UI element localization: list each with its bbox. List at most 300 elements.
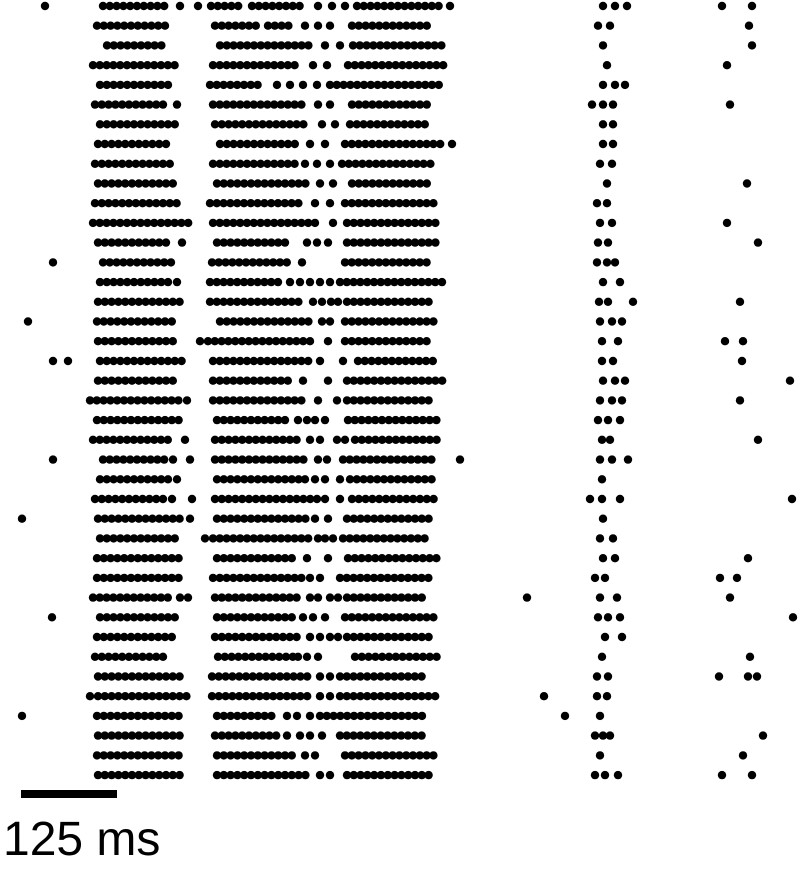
spike-dot <box>304 317 312 325</box>
spike-dot <box>298 258 306 266</box>
spike-dot <box>745 22 753 30</box>
spike-dot <box>431 692 439 700</box>
spike-dot <box>598 357 606 365</box>
spike-dot <box>598 495 606 503</box>
spike-dot <box>603 258 611 266</box>
spike-dot <box>159 100 167 108</box>
spike-dot <box>336 475 344 483</box>
spike-dot <box>18 515 26 523</box>
spike-dot <box>596 219 604 227</box>
spike-dot <box>789 613 797 621</box>
spike-dot <box>609 140 617 148</box>
spike-dot <box>169 337 177 345</box>
spike-dot <box>173 100 181 108</box>
spike-dot <box>48 613 56 621</box>
spike-dot <box>306 633 314 641</box>
spike-dot <box>326 199 334 207</box>
spike-dot <box>616 495 624 503</box>
spike-dot <box>299 455 307 463</box>
spike-dot <box>176 593 184 601</box>
spike-dot <box>743 179 751 187</box>
spike-dot <box>431 219 439 227</box>
spike-dot <box>309 61 317 69</box>
spike-dot <box>609 357 617 365</box>
spike-dot <box>746 653 754 661</box>
spike-dot <box>41 2 49 10</box>
spike-dot <box>329 534 337 542</box>
spike-dot <box>301 515 309 523</box>
spike-dot <box>426 160 434 168</box>
spike-dot <box>314 100 322 108</box>
spike-dot <box>421 120 429 128</box>
spike-dot <box>272 731 280 739</box>
spike-dot <box>736 298 744 306</box>
spike-dot <box>174 554 182 562</box>
spike-dot <box>621 81 629 89</box>
spike-dot <box>168 317 176 325</box>
spike-dot <box>595 298 603 306</box>
spike-dot <box>336 495 344 503</box>
spike-dot <box>434 2 442 10</box>
spike-dot <box>316 278 324 286</box>
spike-dot <box>301 160 309 168</box>
spike-dot <box>608 455 616 463</box>
spike-dot <box>431 238 439 246</box>
spike-dot <box>417 672 425 680</box>
spike-dot <box>166 160 174 168</box>
spike-dot <box>599 140 607 148</box>
spike-dot <box>293 712 301 720</box>
spike-dot <box>294 199 302 207</box>
spike-dot <box>313 495 321 503</box>
spike-dot <box>599 515 607 523</box>
spike-dot <box>748 771 756 779</box>
spike-dot <box>252 22 260 30</box>
spike-dot <box>49 357 57 365</box>
spike-dot <box>429 199 437 207</box>
spike-dot <box>299 377 307 385</box>
spike-dot <box>301 22 309 30</box>
spike-dot <box>171 613 179 621</box>
spike-dot <box>629 298 637 306</box>
spike-dot <box>326 771 334 779</box>
spike-dot <box>314 653 322 661</box>
spike-dot <box>284 22 292 30</box>
spike-dot <box>432 554 440 562</box>
spike-dot <box>288 613 296 621</box>
spike-dot <box>294 653 302 661</box>
spike-dot <box>733 574 741 582</box>
spike-dot <box>748 41 756 49</box>
spike-dot <box>608 396 616 404</box>
spike-dot <box>599 120 607 128</box>
spike-dot <box>303 653 311 661</box>
scale-bar-label: 125 ms <box>3 813 161 866</box>
spike-dot <box>161 22 169 30</box>
spike-dot <box>616 278 624 286</box>
spike-dot <box>438 377 446 385</box>
spike-dot <box>726 593 734 601</box>
spike-dot <box>598 653 606 661</box>
spike-dot <box>164 436 172 444</box>
spike-dot <box>306 278 314 286</box>
spike-dot <box>318 120 326 128</box>
spike-dot <box>591 731 599 739</box>
spike-dot <box>169 179 177 187</box>
spike-dot <box>438 278 446 286</box>
spike-dot <box>328 2 336 10</box>
spike-dot <box>172 199 180 207</box>
spike-dot <box>18 712 26 720</box>
spike-dot <box>184 219 192 227</box>
spike-dot <box>324 238 332 246</box>
spike-dot <box>603 61 611 69</box>
spike-dot <box>339 357 347 365</box>
spike-dot <box>294 298 302 306</box>
spike-dot <box>333 436 341 444</box>
spike-dot <box>326 672 334 680</box>
spike-dot <box>175 515 183 523</box>
spike-dot <box>786 377 794 385</box>
spike-dot <box>311 515 319 523</box>
spike-dot <box>736 396 744 404</box>
spike-dot <box>267 712 275 720</box>
spike-dot <box>168 633 176 641</box>
spike-dot <box>588 100 596 108</box>
spike-dot <box>606 436 614 444</box>
spike-dot <box>326 633 334 641</box>
spike-dot <box>313 160 321 168</box>
spike-dot <box>448 140 456 148</box>
spike-dot <box>311 751 319 759</box>
spike-dot <box>290 61 298 69</box>
spike-dot <box>321 475 329 483</box>
spike-dot <box>171 534 179 542</box>
spike-dot <box>321 534 329 542</box>
spike-dot <box>311 219 319 227</box>
spike-dot <box>611 258 619 266</box>
spike-dot <box>253 81 261 89</box>
spike-dot <box>601 633 609 641</box>
spike-dot <box>593 258 601 266</box>
spike-dot <box>299 81 307 89</box>
spike-dot <box>281 238 289 246</box>
spike-dot <box>316 574 324 582</box>
spike-dot <box>603 179 611 187</box>
spike-dot <box>326 317 334 325</box>
spike-dot <box>168 495 176 503</box>
spike-dot <box>723 61 731 69</box>
spike-dot <box>326 22 334 30</box>
spike-dot <box>753 672 761 680</box>
spike-dot <box>160 455 168 463</box>
spike-dot <box>314 22 322 30</box>
spike-dot <box>429 357 437 365</box>
spike-dot <box>304 357 312 365</box>
spike-dot <box>721 337 729 345</box>
spike-dot <box>306 436 314 444</box>
spike-dot <box>439 61 447 69</box>
spike-dot <box>418 712 426 720</box>
spike-dot <box>326 593 334 601</box>
spike-dot <box>288 751 296 759</box>
spike-dot <box>174 416 182 424</box>
spike-dot <box>748 2 756 10</box>
spike-dot <box>596 317 604 325</box>
spike-dot <box>715 672 723 680</box>
spike-dot <box>301 475 309 483</box>
spike-dot <box>599 100 607 108</box>
spike-dot <box>604 416 612 424</box>
spike-dot <box>177 357 185 365</box>
spike-dot <box>316 672 324 680</box>
spike-dot <box>432 416 440 424</box>
spike-dot <box>323 61 331 69</box>
spike-dot <box>599 2 607 10</box>
spike-dot <box>321 495 329 503</box>
spike-dot <box>331 120 339 128</box>
spike-dot <box>49 258 57 266</box>
spike-dot <box>324 554 332 562</box>
spike-dot <box>435 81 443 89</box>
spike-dot <box>173 475 181 483</box>
spike-dot <box>429 751 437 759</box>
spike-dot <box>716 574 724 582</box>
spike-dot <box>726 100 734 108</box>
spike-dot <box>718 2 726 10</box>
spike-dot <box>281 416 289 424</box>
spike-dot <box>326 278 334 286</box>
spike-dot <box>174 574 182 582</box>
spike-dot <box>606 22 614 30</box>
spike-dot <box>294 416 302 424</box>
spike-dot <box>423 100 431 108</box>
spike-dot <box>601 574 609 582</box>
spike-dot <box>157 41 165 49</box>
spike-dot <box>170 61 178 69</box>
spike-dot <box>290 160 298 168</box>
spike-dot <box>181 436 189 444</box>
spike-dot <box>326 692 334 700</box>
spike-dot <box>321 41 329 49</box>
spike-dot <box>162 238 170 246</box>
spike-dot <box>596 396 604 404</box>
spike-dot <box>718 771 726 779</box>
spike-dot <box>596 712 604 720</box>
spike-dot <box>291 140 299 148</box>
spike-dot <box>309 613 317 621</box>
spike-dot <box>311 199 319 207</box>
spike-dot <box>326 100 334 108</box>
spike-dot <box>420 534 428 542</box>
spike-dot <box>286 81 294 89</box>
spike-dot <box>599 81 607 89</box>
spike-dot <box>311 475 319 483</box>
spike-dot <box>311 416 319 424</box>
spike-dot <box>176 2 184 10</box>
spike-dot <box>596 593 604 601</box>
spike-dot <box>321 416 329 424</box>
spike-dot <box>424 396 432 404</box>
spike-dot <box>424 574 432 582</box>
spike-dot <box>299 120 307 128</box>
spike-dot <box>422 337 430 345</box>
spike-dot <box>164 81 172 89</box>
spike-dot <box>618 317 626 325</box>
spike-dot <box>301 179 309 187</box>
spike-dot <box>429 495 437 503</box>
spike-dot <box>296 278 304 286</box>
spike-dot <box>561 712 569 720</box>
spike-dot <box>754 436 762 444</box>
spike-dot <box>614 337 622 345</box>
spike-dot <box>523 593 531 601</box>
spike-dot <box>624 455 632 463</box>
spike-dot <box>174 751 182 759</box>
spike-dot <box>604 613 612 621</box>
spike-dot <box>586 495 594 503</box>
spike-dot <box>593 199 601 207</box>
spike-dot <box>321 613 329 621</box>
spike-dot <box>614 771 622 779</box>
spike-dot <box>611 377 619 385</box>
spike-dot <box>417 731 425 739</box>
spike-dot <box>598 436 606 444</box>
spike-dot <box>329 179 337 187</box>
spike-dot <box>186 455 194 463</box>
spike-dot <box>591 574 599 582</box>
spike-dot <box>540 692 548 700</box>
spike-dot <box>594 416 602 424</box>
spike-dot <box>788 495 796 503</box>
spike-dot <box>754 238 762 246</box>
spike-dot <box>175 771 183 779</box>
spike-dot <box>432 436 440 444</box>
spike-dot <box>164 475 172 483</box>
spike-dot <box>424 771 432 779</box>
spike-dot <box>738 357 746 365</box>
spike-dot <box>427 475 435 483</box>
spike-dot <box>324 337 332 345</box>
spike-dot <box>603 199 611 207</box>
spike-dot <box>608 219 616 227</box>
spike-dot <box>593 672 601 680</box>
spike-dot <box>201 534 209 542</box>
spike-dot <box>739 337 747 345</box>
spike-dot <box>318 317 326 325</box>
spike-dot <box>292 593 300 601</box>
spike-dot <box>316 179 324 187</box>
spike-dot <box>596 751 604 759</box>
spike-dot <box>437 41 445 49</box>
spike-dot <box>599 554 607 562</box>
spike-dot <box>316 357 324 365</box>
spike-dot <box>618 396 626 404</box>
spike-dot <box>336 41 344 49</box>
spike-dot <box>623 2 631 10</box>
spike-dot <box>174 712 182 720</box>
spike-dot <box>429 613 437 621</box>
spike-dot <box>446 2 454 10</box>
spike-dot <box>759 731 767 739</box>
spike-dot <box>618 633 626 641</box>
spike-dot <box>24 317 32 325</box>
spike-dot <box>604 238 612 246</box>
spike-dot <box>323 455 331 463</box>
spike-dot <box>182 692 190 700</box>
spike-dot <box>334 633 342 641</box>
spike-dot <box>297 574 305 582</box>
spike-dot <box>418 593 426 601</box>
spike-dot <box>598 337 606 345</box>
spike-dot <box>594 613 602 621</box>
spike-dot <box>303 672 311 680</box>
spike-dot <box>744 554 752 562</box>
spike-dot <box>591 771 599 779</box>
spike-dot <box>424 515 432 523</box>
spike-dot <box>606 731 614 739</box>
spike-dot <box>456 455 464 463</box>
spike-dot <box>86 692 94 700</box>
spike-dot <box>744 672 752 680</box>
spike-dot <box>723 219 731 227</box>
spike-dot <box>596 534 604 542</box>
spike-dot <box>194 2 202 10</box>
spike-dot <box>288 554 296 562</box>
spike-dot <box>598 475 606 483</box>
spike-dot <box>306 712 314 720</box>
spike-dot <box>423 22 431 30</box>
spike-dot <box>175 731 183 739</box>
spike-dot <box>306 337 314 345</box>
spike-dot <box>318 731 326 739</box>
spike-dot <box>613 593 621 601</box>
spike-dot <box>283 712 291 720</box>
spike-dot <box>184 593 192 601</box>
spike-dot <box>64 357 72 365</box>
scale-bar <box>21 790 117 798</box>
spike-dot <box>313 81 321 89</box>
spike-dot <box>174 396 182 404</box>
spike-dot <box>329 219 337 227</box>
spike-dot <box>175 298 183 306</box>
spike-dot <box>616 613 624 621</box>
spike-dot <box>301 771 309 779</box>
spike-dot <box>621 377 629 385</box>
spike-dot <box>739 751 747 759</box>
spike-dot <box>186 515 194 523</box>
spike-dot <box>604 672 612 680</box>
spike-dot <box>599 377 607 385</box>
spike-dot <box>283 731 291 739</box>
spike-dot <box>286 278 294 286</box>
spike-dot <box>324 515 332 523</box>
spike-dot <box>608 317 616 325</box>
spike-dot <box>167 258 175 266</box>
spike-dot <box>160 2 168 10</box>
spike-dot <box>616 416 624 424</box>
spike-dot <box>594 22 602 30</box>
spike-dot <box>304 534 312 542</box>
spike-dot <box>295 2 303 10</box>
spike-dot <box>427 455 435 463</box>
spike-dot <box>603 692 611 700</box>
spike-dot <box>611 2 619 10</box>
spike-dot <box>164 593 172 601</box>
spike-dot <box>273 81 281 89</box>
spike-dot <box>314 396 322 404</box>
spike-dot <box>306 140 314 148</box>
